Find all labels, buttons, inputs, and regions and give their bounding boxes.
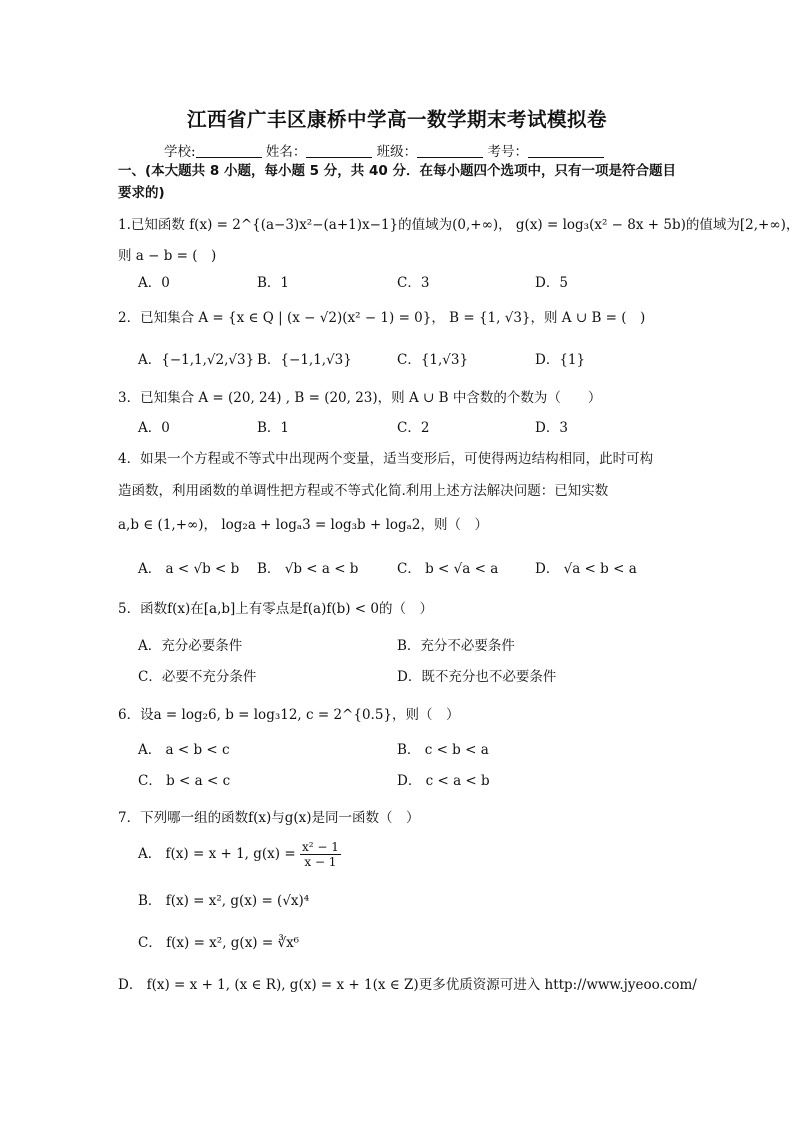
name-label: 姓名：: [265, 144, 307, 160]
q7-mid: 与: [271, 810, 285, 826]
q6-expression: a = log₂6, b = log₃12, c = 2^{0.5}: [153, 707, 393, 723]
q4-option-d[interactable]: D． √a < b < a: [535, 561, 637, 577]
q5-option-d[interactable]: D．既不充分也不必要条件: [397, 669, 557, 685]
q5-ask: 的（ ）: [379, 601, 433, 617]
q6-option-a[interactable]: A． a < b < c: [138, 742, 230, 758]
q7-option-c-expression: f(x) = x², g(x) = ∛x⁶: [166, 935, 300, 951]
q6-option-d[interactable]: D． c < a < b: [397, 773, 490, 789]
q3-option-c[interactable]: C．2: [397, 420, 430, 436]
q7-option-a[interactable]: [138, 840, 341, 869]
q7-option-d-expression: f(x) = x + 1, (x ∈ R), g(x) = x + 1(x ∈ Z): [146, 977, 419, 993]
question-1: 1.已知函数 f(x) = 2^{(a−3)x²−(a+1)x−1}的值域为(0,+∞)， g(x) = log₃(x² − 8x + 5b)的值域为[2,+∞)，: [118, 217, 799, 233]
q3-lead: 3．已知集合: [118, 390, 195, 406]
q4-condition: a,b ∈ (1,+∞): [118, 517, 204, 533]
q6-option-c[interactable]: C． b < a < c: [138, 773, 231, 789]
q7-option-b[interactable]: [138, 889, 309, 909]
q7-option-b-expression: f(x) = x², g(x) = (√x)⁴: [165, 893, 310, 909]
q7-option-d-label: D．: [118, 977, 143, 993]
q4-line-2: 造函数，利用函数的单调性把方程或不等式化简.利用上述方法解决问题：已知实数: [118, 483, 609, 499]
q6-lead: 6．设: [118, 707, 154, 723]
q5-fx: f(x): [167, 601, 191, 617]
q1-interval-2: [2,+∞): [739, 217, 786, 233]
fraction-numerator: x² − 1: [301, 840, 339, 854]
class-blank[interactable]: [417, 144, 483, 158]
number-label: 考号：: [487, 144, 528, 160]
q4-option-a[interactable]: A． a < √b < b: [138, 561, 240, 577]
fraction-denominator: x − 1: [304, 855, 337, 869]
q7-option-b-label: B．: [138, 893, 162, 909]
q2-set-b: B = {1, √3}: [449, 310, 531, 326]
q2-ask: ，则 A ∪ B = ( ): [530, 310, 646, 326]
q3-option-a[interactable]: A．0: [138, 420, 170, 436]
q1-g-expression: g(x) = log₃(x² − 8x + 5b): [515, 217, 686, 233]
q1-option-a[interactable]: A．0: [138, 275, 170, 291]
q7-option-c[interactable]: [138, 931, 299, 951]
q1-range-text: 的值域为: [398, 217, 453, 233]
q1-f-expression: f(x) = 2^{(a−3)x²−(a+1)x−1}: [189, 217, 399, 233]
q7-option-c-label: C．: [138, 935, 162, 951]
question-2: 2．已知集合 A = {x ∈ Q | (x − √2)(x² − 1) = 0}， B = {1, √3}，则 A ∪ B = ( ): [118, 310, 646, 326]
q7-option-d[interactable]: [118, 973, 697, 993]
q5-option-c[interactable]: C．必要不充分条件: [138, 669, 257, 685]
q3-option-b[interactable]: B．1: [257, 420, 290, 436]
q3-option-d[interactable]: D．3: [535, 420, 568, 436]
student-info-line: [164, 140, 604, 160]
q2-lead: 2．已知集合: [118, 310, 195, 326]
q4-line-1: 4．如果一个方程或不等式中出现两个变量，适当变形后，可使得两边结构相同，此时可构: [118, 451, 654, 467]
number-blank[interactable]: [528, 144, 604, 158]
q6-ask: ，则（ ）: [392, 707, 460, 723]
q5-condition: f(a)f(b) < 0: [302, 601, 379, 617]
q1-option-c[interactable]: C．3: [397, 275, 430, 291]
q5-lead: 5．函数: [118, 601, 168, 617]
q5-mid-1: 在: [190, 601, 204, 617]
q6-option-b[interactable]: B． c < b < a: [397, 742, 489, 758]
q7-option-a-label: A．: [138, 846, 162, 862]
q2-option-c[interactable]: C．{1,√3}: [397, 352, 469, 368]
q2-option-a[interactable]: A．{−1,1,√2,√3}: [138, 352, 255, 368]
q4-condition-line: a,b ∈ (1,+∞)， log₂a + logₐ3 = log₃b + logₐ2，则（ ）: [118, 517, 488, 533]
question-7: [118, 806, 420, 826]
q7-lead: 7．下列哪一组的函数: [118, 810, 249, 826]
q2-option-b[interactable]: B．{−1,1,√3}: [257, 352, 352, 368]
school-label: 学校:: [164, 144, 196, 160]
q7-fx: f(x): [248, 810, 272, 826]
q2-set-a: A = {x ∈ Q | (x − √2)(x² − 1) = 0}: [198, 310, 432, 326]
q4-option-c[interactable]: C． b < √a < a: [397, 561, 499, 577]
q7-gx: g(x): [284, 810, 312, 826]
q3-ask: ，则 A ∪ B 中含数的个数为（ ）: [377, 390, 602, 406]
q1-ask: 则 a − b = ( ): [118, 248, 217, 264]
page-title: 江西省广丰区康桥中学高一数学期末考试模拟卷: [186, 108, 607, 131]
question-6: [118, 703, 460, 723]
q5-option-b[interactable]: B．充分不必要条件: [397, 638, 515, 654]
question-5: [118, 597, 433, 617]
q5-option-a[interactable]: A．充分必要条件: [138, 638, 243, 654]
q7-ask: 是同一函数（ ）: [311, 810, 420, 826]
q4-ask: ，则（ ）: [420, 517, 488, 533]
q5-mid-2: 上有零点是: [235, 601, 303, 617]
q2-option-d[interactable]: D．{1}: [535, 352, 586, 368]
question-3: [118, 386, 601, 406]
q7-option-a-fraction: [300, 840, 341, 869]
q3-sets: A = (20, 24) , B = (20, 23): [198, 390, 378, 406]
q1-lead: 1.已知函数: [118, 217, 185, 233]
q5-interval: [a,b]: [203, 601, 236, 617]
q4-option-b[interactable]: B． √b < a < b: [257, 561, 359, 577]
q1-range-text-2: 的值域为: [685, 217, 740, 233]
q1-option-b[interactable]: B．1: [257, 275, 290, 291]
name-blank[interactable]: [306, 144, 372, 158]
q1-interval-1: (0,+∞): [452, 217, 499, 233]
q4-equation: log₂a + logₐ3 = log₃b + logₐ2: [221, 517, 421, 533]
section-heading: 一、(本大题共 8 小题，每小题 5 分，共 40 分．在每小题四个选项中，只有一项是符合题目要求的): [118, 163, 676, 201]
q1-option-d[interactable]: D．5: [535, 275, 568, 291]
q7-option-a-expression: f(x) = x + 1, g(x) =: [165, 846, 296, 862]
footer-link-text[interactable]: 更多优质资源可进入 http://www.jyeoo.com/: [418, 977, 697, 993]
class-label: 班级：: [376, 144, 418, 160]
school-blank[interactable]: [196, 144, 262, 158]
